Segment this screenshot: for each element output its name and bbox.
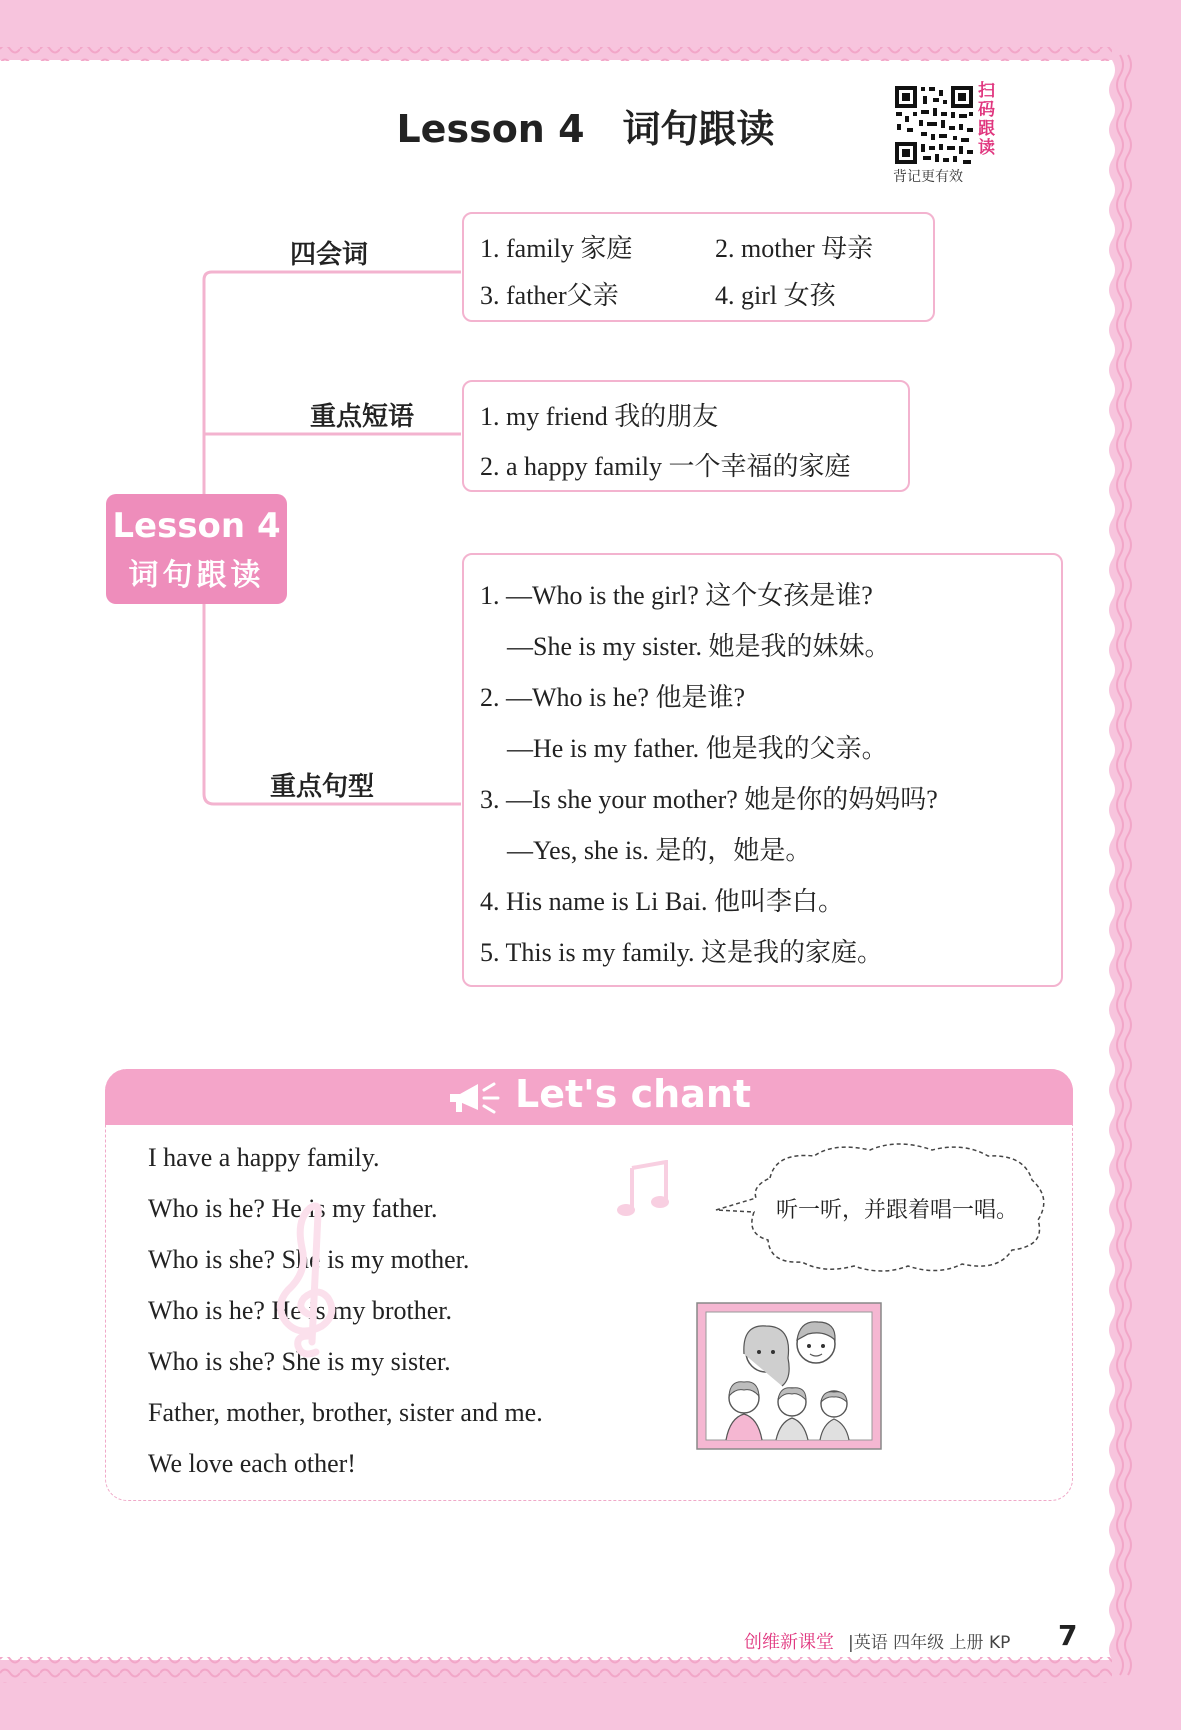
treble-clef-icon xyxy=(272,1202,352,1362)
music-note-icon xyxy=(614,1160,672,1220)
page-title: Lesson 4 词句跟读 xyxy=(396,107,775,151)
sentence-line: —Yes, she is. 是的，她是。 xyxy=(507,836,812,865)
word-item: 3. father父亲 xyxy=(480,281,619,310)
family-picture xyxy=(696,1302,882,1450)
chant-line: I have a happy family. xyxy=(148,1143,380,1172)
sentence-line: 1. —Who is the girl? 这个女孩是谁? xyxy=(480,581,873,610)
chant-line: Who is he? He is my brother. xyxy=(148,1296,452,1325)
chant-line: We love each other! xyxy=(148,1449,356,1478)
sentence-line: —She is my sister. 她是我的妹妹。 xyxy=(507,632,891,661)
footer-info: |英语 四年级 上册 KP xyxy=(848,1633,1011,1653)
sentence-line: 4. His name is Li Bai. 他叫李白。 xyxy=(480,887,844,916)
branch-label-words: 四会词 xyxy=(290,240,369,270)
page-number: 7 xyxy=(1058,1619,1078,1652)
sentence-line: 3. —Is she your mother? 她是你的妈妈吗? xyxy=(480,785,938,814)
phrase-item: 2. a happy family 一个幸福的家庭 xyxy=(480,452,851,481)
center-tag-line2: 词句跟读 xyxy=(128,558,265,593)
sentences-box xyxy=(462,553,1063,987)
word-item: 4. girl 女孩 xyxy=(715,281,836,310)
chant-line: Who is she? She is my sister. xyxy=(148,1347,451,1376)
branch-label-sentences: 重点句型 xyxy=(270,772,375,802)
qr-side-label xyxy=(978,82,1000,158)
footer-brand: 创维新课堂 xyxy=(744,1632,834,1653)
qr-side-char: 读 xyxy=(978,138,995,158)
qr-side-char: 跟 xyxy=(978,119,995,139)
center-tag-line1: Lesson 4 xyxy=(112,506,281,546)
sentence-line: —He is my father. 他是我的父亲。 xyxy=(507,734,888,763)
chant-line: Who is he? He is my father. xyxy=(148,1194,438,1223)
qr-code-icon[interactable] xyxy=(893,84,975,166)
chant-title: Let's chant xyxy=(515,1072,752,1116)
qr-caption: 背记更有效 xyxy=(893,169,963,185)
megaphone-icon xyxy=(446,1080,502,1116)
sentence-line: 5. This is my family. 这是我的家庭。 xyxy=(480,938,884,967)
sentence-line: 2. —Who is he? 他是谁? xyxy=(480,683,746,712)
word-item: 1. family 家庭 xyxy=(480,234,633,263)
phrase-item: 1. my friend 我的朋友 xyxy=(480,402,719,431)
word-item: 2. mother 母亲 xyxy=(715,234,874,263)
chant-line: Who is she? She is my mother. xyxy=(148,1245,470,1274)
qr-side-char: 扫 xyxy=(978,81,995,101)
branch-label-phrases: 重点短语 xyxy=(310,402,415,432)
chant-line: Father, mother, brother, sister and me. xyxy=(148,1398,543,1427)
words-box xyxy=(462,212,935,322)
qr-side-char: 码 xyxy=(978,100,995,120)
mindmap-center-tag xyxy=(106,494,287,604)
phrases-box xyxy=(462,380,910,492)
speech-bubble-text: 听一听，并跟着唱一唱。 xyxy=(776,1198,1019,1223)
chant-box xyxy=(105,1069,1073,1501)
